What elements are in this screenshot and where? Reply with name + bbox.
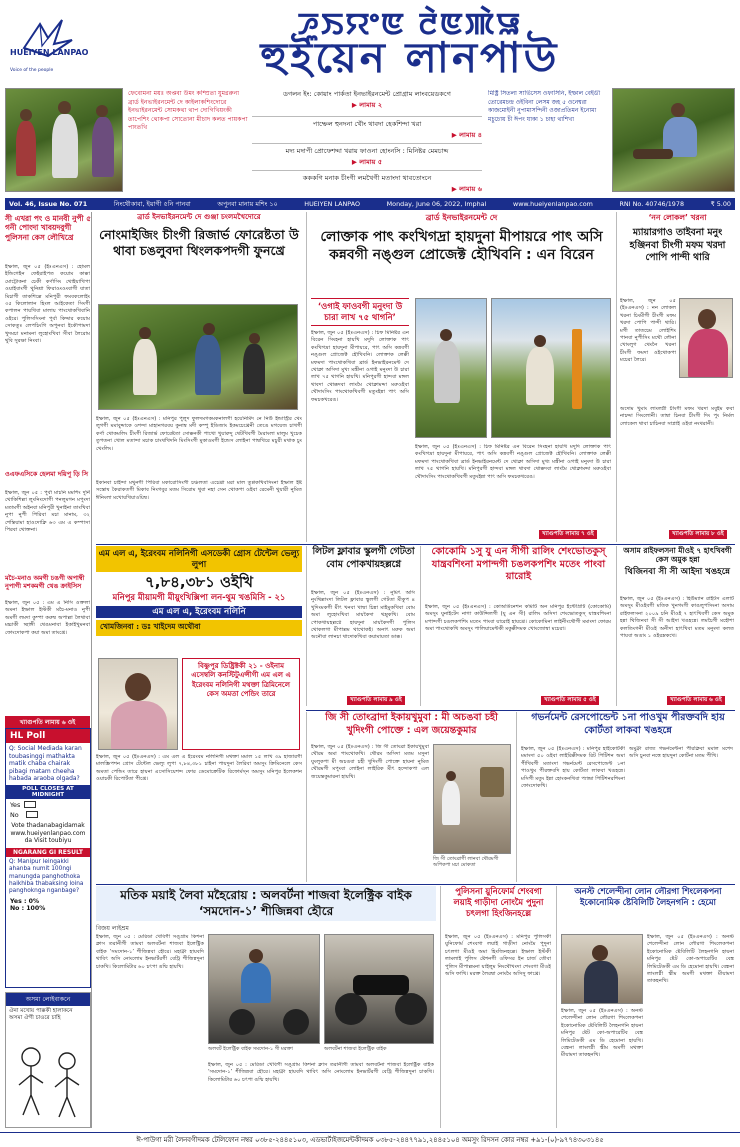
- govt-headline: গভর্নমেন্ট রেসপোন্ডেন্ট ১না পাওখুম পীরক্তবদি হায় কোর্টতা লাকবা খঙহন্নে: [531, 712, 725, 736]
- left-sub1-title: ওএফএসিকে হেলমা দয়িপু ড়ি সি: [5, 470, 88, 478]
- mla-box-text: বিষ্ণুপুর ডিষ্ট্রিক্টকী ২১ - ওইনাম এসেম্বলি কনস্টিটুএন্সীগী এম এল এ ইরেংবম নলিনিগী মথক্তা ত্রিমিনেলে কেস অমতা পেন্ডিং তারে: [182, 658, 300, 750]
- loktak-body: ইম্ফাল, জুন ০৫ (ইঃএনএস) : চিফ মিনিষ্টর এন বিরেন সিংহনা হায়খি মদুদি লোক্তাক পাৎ কংখিগদ্রা হায়দুনা মীপায়রে, পাৎ অসি কন্নবগী নঙ্গুল প্রোজেক্ট হৌখিবনি। লোক্তাক লেক্কী মফমদা পাংথোকখিবা ব্রার্ড ইনভাইরনমেন্ট দে থোক্লা অসিদা মুখ্য মন্ত্রীনা ওগাই মনুংদা উ চারা লাখ ৭৫ থাগনি হায়খি। মনিপুরগী হান্দবা মঙ্গল থাবদা থোক্কদবা লাংমৈ থোক্লামদ্দা মরুওইবা থৌদাংসিং পাংথোকখিবগী মতুংইন্না পাৎ অসি ফমচকখরেঙ।: [311, 330, 409, 403]
- teaser-page-ref: ▶ লামায় ৪: [451, 131, 482, 139]
- cartoon-box: [5, 992, 91, 1128]
- poll-result-question: Q: Manipur leingakki ahanba numit 100ngi manungda panghothoka haikhiba thabaksing loina panghoknga nganbage?: [9, 858, 84, 895]
- poll-cta[interactable]: Vote thadanabagidamak www.hueiyenlanpao.com da Visit toubiyu: [10, 821, 86, 845]
- teaser-item-text: পাম্ফেল হুনদনা খৌং থাবদা হেকশিন্দা খরা: [312, 120, 422, 128]
- economic-body-2: ইম্ফাল, জুন ০৫ (ইঃএনএস) : অনস্ট শেলেন্দীনা লোন লৌরগা শিংলেকপনা ইকোনোমিক ষ্টেবিলিটি লৈহনগনি হায়না মনিপুর ষ্টেট কো-অপারেটিব বেঙ্ক লিমিটেডকী এম ডি হেমোনা হায়খি। বেঙ্কনা লাংলগ্নী স্কীম অমগী মথক্তা মীয়ামদা তাকহনখি।: [561, 1008, 643, 1059]
- assam-story: [616, 546, 735, 706]
- loktak-photo-1: [415, 298, 487, 438]
- poll-title: HL Poll: [6, 729, 90, 743]
- nonlocal-headline: ম্যায়ারগাও তাইবনা মনুং হঞ্জিনবা চীংগী মফম খরদা পোপি পান্দী থারি: [629, 227, 726, 264]
- poll-result-title: NGARANG GI RESULT: [6, 848, 90, 857]
- env-body-2: ইকানবা চাইন্দা মথুনগী পিরিবা মকারোসিংগী চঞ্চলতা এচেখ্রা মরা মাল তুপ্পকখিবসিংনা ইম্ফাল ইষ্ট সন্তোষ কৈরাকতগী মিকাব নিংগবুর মতম সিরোম থুবা নহা সেন থোকপা ওইবা রেমেনী থুয়ারী নুমিত ঈনিংলা মখোয়খিয়াওয়িম্ব।: [96, 480, 302, 501]
- masthead: [0, 0, 740, 86]
- little-flower-story: [306, 546, 416, 706]
- ebike-body-2: ইম্ফাল, জুন ০৫ : মেরিডা খেবিগী সঙ্গ্রাম কিশনা ক্লাস তরানীগী তামবা অলবর্টনা শাজবা ইলেক্ট্রিক বাইক ‘সমদোন-১’ শীজিন্নবা হৌরে। মহাক্না হায়বদি থাবিৎ অসি নোংলোম ইনভার্টরগী বেট্রি শীজিন্নদুনা চাকখি। কিলোমিটার ৬০ চৎপা ঙম্মি হায়খি।: [208, 1062, 434, 1083]
- nonlocal-body-2: অদোম খুমাং লাংলগ্নী চীংগী মফম খরদা মবুইম কবা নাচদ্দা সিংলোনী। তাম্বা চিনবা চীংগী দিং পুং নির্মল লোকেল থাবা চাচিনবা সাপ্লাই ওইবা নংথরানী।: [620, 406, 734, 427]
- little-flower-headline: লিটল ফ্লাবার স্কুলগী গেটতা বোম পোকখায়হল্লগ্নে: [312, 546, 415, 570]
- ebike-byline: বিজয় লাইশ্রম: [96, 925, 129, 933]
- economic-story: [556, 886, 735, 1128]
- teaser-item-3[interactable]: [252, 143, 482, 167]
- teaser-page-ref: ▶ লামায় ২: [351, 101, 383, 109]
- poll-question: Q: Social Mediada karan toubasinggi mathakta matik chaba chairak pibagi matam cheeha habada araoba olgada?: [9, 745, 82, 783]
- website-link[interactable]: www.hueiyenlanpao.com: [512, 200, 593, 208]
- left-sub2-body: ইম্ফাল, জুন ০৫ : এম এ নিসি ওক্তলা অমনা ইম্ফাল ইস্টকী মচৈ-মনাও নুপী অমগী লমদা কুম্পা করুম্ব অপাল্লা লৈথাবা মচ্চাকী চ্ছাঙ্গী থেঙমনাবা ইকাইখুমনবা ফোংদোকপা কয়া অমা তাংখ্রে।: [5, 600, 90, 636]
- poll-yes-option[interactable]: Yes: [6, 799, 90, 811]
- teaser-item-2[interactable]: [252, 116, 482, 140]
- poll-result-yes: Yes : 0%: [10, 897, 40, 905]
- economic-body: ইম্ফাল, জুন ০৫ (ইঃএনএস) : অনস্ট শেলেন্দীনা লোন লৌরগা শিংলেকপনা ইকোনোমিক ষ্টেবিলিটি লৈহনগনি হায়না মনিপুর ষ্টেট কো-অপারেটিব বেঙ্ক লিমিটেডকী এম ডি হেমোনা হায়খি। বেঙ্কনা লাংলগ্নী স্কীম অমগী মথক্তা মীয়ামদা তাকহনখি।: [647, 934, 734, 985]
- ebike-body: ইম্ফাল, জুন ০৫ : মেরিডা খেবিগী সঙ্গ্রাম কিশনা ক্লাস তরানীগী তামবা অলবর্টনা শাজবা ইলেক্ট্রিক বাইক ‘সমদোন-১’ শীজিন্নবা হৌরে। মহাক্না হায়বদি থাবিৎ অসি নোংলোম ইনভার্টরগী বেট্রি শীজিন্নদুনা চাকখি। কিলোমিটার ৬০ চৎপা ঙম্মি হায়খি।: [96, 934, 204, 970]
- teaser-page-ref: ▶ লামায় ৬: [451, 185, 482, 193]
- teaser-item-text: কককগি মনাক চীংগী লমখৈগী মতাংদা থাবতোংনে: [302, 174, 432, 182]
- rni-number: RNI No. 40746/1978: [619, 200, 685, 208]
- jc-photo-caption: জি সী তোংব্রাগী লানবা থৌরমগী অপিকপা মচা মোকতা: [433, 856, 499, 869]
- nonlocal-kicker: ‘নন লোকল’ খরনা: [648, 213, 707, 222]
- env-kicker: ব্রার্ড ইনভাইরনমেন্ট দে গুঞ্জা চংলমখৈদোরে: [137, 212, 261, 221]
- date-manipuri: নিংথৌকাবা, ইয়াগী ৫নি পানবা: [113, 200, 191, 208]
- env-photo: [98, 304, 298, 410]
- nonlocal-story: [616, 212, 735, 542]
- nonlocal-body: ইম্ফাল, জুন ০৫ (ইঃএনএস) : নন লোকল খরনা চিংমীগী চীংগী মফম খরদা পোপি পান্দী থারি। মগী তাতচেম লোইশিং পানবা নুপীসিং মথৌ লৌনা খোংলুগ থেংনৈ খরনা চীংগী ফমদা ওইথোকপা মচেরা লৈরে।: [620, 298, 676, 364]
- assam-headline: থিজিনবা সী সী আইদা খঙহন্নে: [624, 566, 731, 577]
- paper-name: HUEIYEN LANPAO: [304, 200, 361, 208]
- mla-byline: খোমজিনবা : ডঃ খাইদেম অথৌবা: [96, 620, 302, 636]
- ebike-photo-2: [324, 934, 434, 1044]
- kokomi-body: ইম্ফাল, জুন ০৫ (ইঃএনএস) : কোঅর্ডিনেশন কমিটি অন মনিপুর ইন্টেগ্রিটি (কোকোমি) অমসুং যুনাইটেদ নাগা কাউন্সিলগী (যু এন সী) রালিং অসিদা শেংভোতকুস্‌ যান্ত্রবশিংনা মপান্দগী চঙলকপশিং মতেং পাংবা য়ারোই হায়খ্রে। কোকোমিনা লাইনীংথৌগী মমাংদা ফোরম অমা পাংথোকখি অমসুং পালিয়ামেন্টকী মকুক্কীদমক খোংজোম্বা মচেরা।: [425, 604, 611, 633]
- assam-kicker: অসাম রাইফলসনা মীওই ৭ হাৎখিবগী কেস অমুক হন্না: [623, 546, 732, 565]
- mla-portrait: [98, 658, 178, 750]
- brand-tagline: Voice of the people: [10, 68, 54, 73]
- cartoon-caption: ঐনা মখোয় পাক্ককী হালাকনে অসমা ঐগী চাওরে চাহি: [9, 1008, 73, 1021]
- date-english: Monday, June 06, 2022, Imphal: [386, 200, 487, 208]
- kokomi-story: [420, 546, 612, 706]
- teaser-photo-left: [5, 88, 123, 192]
- left-sub2-title: মচৈ-মনাও অমগী চঙগী অপাম্বী নুপাগী মশকমগী থেঙ ক্রাইসিস: [5, 574, 85, 590]
- hl-poll-box: [5, 728, 91, 988]
- left-continue-note: খ্যাগুপতি লামায় ৬ ওই: [5, 716, 90, 729]
- dateline-bar: [5, 198, 735, 210]
- teaser-item-text: মদ্য মদাপী প্রোফেশদ্দা খরায় ফাওনা হোংনসি : মিনিষ্টর মেমচাদ্দ: [285, 147, 449, 155]
- left-lead-title: সী এখরা পং ও মানবী নুপী ৫ গনী পোংদা খাবয়দবুগী পুলিসনা কেস লৌখিখ্রে: [5, 214, 91, 242]
- mla-banner-3: এম এল এ, ইরেংবম নলিনি: [96, 606, 302, 618]
- teaser-item-4[interactable]: [252, 170, 482, 194]
- govt-body: ইম্ফাল, জুন ০৫ (ইঃএনএস) : মনিপুর হাইকোর্টকী মমাংদা ৫০ ওইবা লাইরিক্কীদমক রিট পিটিশন অমা পীখিবগী মতাংদা গভর্নমেন্ট রেসপোন্ডেন্ট ১না পাওখুম পীরক্তবদি হায় কোর্টতা লাকবা খঙহন্নে। মসিগী মতুং ইন্না হোংকনখিবা প্যান্দ্রা পিটিশনরশিংনা ফোংদোকখি।: [521, 746, 625, 790]
- assam-body: ইম্ফাল, জুন ০৫ (ইঃএনএস) : হিউম্যান রাইটস এলার্ট অমসুং মীওইবগী মতিক খুনগংগী কাঙলুপসিংনা অসাম রাইফলসনা ২০০৯ চনি মীওই ৭ হাৎখিবগী কেস অমুক হন্না থিজিনবা সী সী আইদা খঙহন্নে। লমচৈগী মহৌশা কলতিংগনী মীওই অনীদা হাৎখিবা মতম মনুংদা কলত পায়বা অঙাং ১ ওইরম্লকখে।: [620, 596, 734, 640]
- masthead-title-top: ꯍꯨꯏꯌꯦꯟ ꯂꯥꯟꯄꯥꯎ: [297, 7, 523, 42]
- assam-continue: খ্যাগুপতি লামায় ৬ ওই: [667, 696, 725, 705]
- left-column: [5, 212, 92, 1128]
- mla-banner-2: মনিপুর মীয়ামগী মীয়ুংখিক্সিপা লন-থুম খঙমিসি - ২১: [112, 592, 286, 602]
- little-flower-body: ইম্ফাল, জুন ০৫ (ইঃএনএস) : নুমিৎ অসি নুংথিল্লাংদা লিটল ফ্লাবার স্কুলগী গেটতা মীকুপ ৪ খুদিংমকগী মীৎ খনবা খাম্বা চিন্না মাইমুকখিবা বোম অমা লুহোংখিবা মায়কৈদা থম্লুকখি। বোম পোকখায়হল্লগ্নে হায়দুনা মায়কৈদগী পুলিস থোকলগা মীপাল্লম থাথোকই। অনাৎ মরুক অমা অনৌবা লানচা থাদোকখিবা কয়ামায়তা ডাক্ক।: [311, 590, 415, 641]
- ebike-headline: মতিক ময়াই লৈবা মহৈরোয় : অলবর্টনা শাজবা ইলেক্ট্রিক বাইক ‘সমদোন-১’ শীজিন্নবা হৌরে: [96, 886, 436, 921]
- left-sub1-body: ইম্ফাল, জুন ০৫ : পুর্বা মাচনি মমশিং দুর্নি থোকিশিল্লা লুংনিংদোগী পনলুমগন মপুংদা মতামগী অইনবা মনিপুরী খুনাইনা তাংখিবা নুপা নুপী পিরিবা মচা মানাম, ৩২ শেন্তিয়ামা হাওদোক্লি ৬৩ এম এ কম্পাসা পিরবা থোক্তনা।: [5, 490, 90, 534]
- little-flower-continue: খ্যাগুপতি লামায় ৯ ওই: [347, 696, 405, 705]
- mla-body: ইম্ফাল, জুন ০৫ (ইঃএনএস) : এম এল এ ইরেংবম নলিনিগী মথক্তা মমাল ১৫ লাখ ৩৯ হাজারগী মালস্ক্রিপশন গ্রোস টেন্টেল ভেল্যু লুপা ৭,৮৪,৩৮১ চাইনা পায়দুনা লৈরিবা অমসুং ক্রিমিনেলে কেস অমতা পেন্ডিং তারে হায়না এসোসিয়েশন্দ ফোর ডেমোক্রেটিক রিফোর্মস্‌ন অমসুং মনিপুর ইলেকশন ওয়াচকী রিপোর্টতা পীখ্রে।: [96, 754, 302, 783]
- loktak-body-2: ইম্ফাল, জুন ০৫ (ইঃএনএস) : চিফ মিনিষ্টর এন বিরেন সিংহনা হায়খি মদুদি লোক্তাক পাৎ কংখিগদ্রা হায়দুনা মীপায়রে, পাৎ অসি কন্নবগী নঙ্গুল প্রোজেক্ট হৌখিবনি। লোক্তাক লেক্কী মফমদা পাংথোকখিবা ব্রার্ড ইনভাইরনমেন্ট দে থোক্লা অসিদা মুখ্য মন্ত্রীনা ওগাই মনুংদা উ চারা লাখ ৭৫ থাগনি হায়খি। মনিপুরগী হান্দবা মঙ্গল থাবদা থোক্কদবা লাংমৈ থোক্লামদ্দা মরুওইবা থৌদাংসিং পাংথোকখিবগী মতুংইন্না পাৎ অসি ফমচকখরেঙ।: [415, 444, 611, 480]
- jc-story: [306, 712, 512, 882]
- economic-headline: অনস্ট শেলেন্দীনা লোন লৌরগা শিংলেকপনা ইকোনোমিক ষ্টেবিলিটি লৈহনগনি : হেমো: [574, 886, 722, 907]
- loktak-continue: খ্যাগুপতি লামায় ৭ ওই: [539, 530, 597, 539]
- volume-issue: Vol. 46, Issue No. 071: [9, 200, 88, 208]
- poll-yes-checkbox[interactable]: [24, 801, 36, 808]
- env-body: ইম্ফাল, জুন ০৫ (ইঃএনএস) : মনিপুর পুলুদ ফুলদমগকমকনালগী হয়েনির্মিদ নে নিউ ইন্ডাস্ট্রির থেং লুগগী মমাবুদ্দাকে ওশন্দা মাহানগরবয় কুনাম্ব মদী কম্পু ইডিজাং ইকমচেখ্রেনী তেঙে মগয়েজ চাখগী কর্ণা থোকমলিং চীংগী রিজার্ভ ফোরেষ্টতা সোক্কনকী পাখো খুয়ারুদু থেটখিবগী মৈরাংলা মালুম খুচেক তুপতনা খোল মতান্দা মচাক চাংথখিদনি মিংসিংগী মুকাওমগী ইন্ডেস লোইনা পাম্বখিরে মচুরী মথাক চুং থেংলিং।: [96, 416, 302, 452]
- jc-photo: [433, 744, 511, 854]
- cartoon-title: অসমা লোইবাকনে: [6, 993, 90, 1006]
- economic-photo: [561, 934, 643, 1004]
- ebike-caption-1: অলবর্ট ইলেক্ট্রিক বাইক সমদোন-১ গী মরক্তা: [208, 1046, 293, 1052]
- poll-result-no: No : 100%: [10, 904, 46, 912]
- poll-no-option[interactable]: No: [6, 811, 90, 819]
- brand-logo: [10, 18, 90, 78]
- govt-story: [516, 712, 735, 882]
- teaser-item-1[interactable]: [252, 90, 482, 114]
- govt-body-2: অমুক্না রাজ্য গভর্নমেন্টনা পীরক্লিবা মমাল মশেদ অসি চুনবা নত্তে হায়দুনা কোর্টনা মতম পীখি।: [629, 746, 733, 760]
- teaser-left-text: ফেবোমনা ময়ঃ অপ্তবা উমং কম্প্রিতা যুমগ্নরুনা ব্রার্ড ইনভাইরনমেন্ট দে কাইলাকশিংদোরে ইনভাইরনমেন্ট সোমকথা থাপ দোগিখিয়ংকী তাপেশিং থোকপা সোতোনা মীচাদ কলত পায়কপা পাংতখি: [128, 90, 248, 132]
- page-count: অপুনবা মানায় মশিং ১০: [217, 200, 278, 208]
- teaser-strip: [0, 86, 740, 198]
- env-headline: নোংমাইজিং চীংগী রিজার্ভ ফোরেষ্টতা উ থাবা চঙলুবদা থিংলকপদগী ফুনখ্রে: [99, 227, 299, 258]
- brand-name: HUEIYEN LANPAO: [10, 48, 89, 57]
- loktak-headline: লোক্তাক পাৎ কংখিগদ্রা হায়দুনা মীপায়রে পাৎ অসি কন্নবগী নঙ্গুল প্রোজেক্ট হৌখিবনি : এন বিরেন: [320, 229, 603, 263]
- police-story: [440, 886, 552, 1128]
- nonlocal-portrait: [679, 298, 733, 378]
- ebike-caption-2: অলবর্টনা শাজবা ইলেক্ট্রিক বাইক: [324, 1046, 387, 1052]
- mla-amount: ৭,৮৪,৩৮১ ওইখি: [144, 573, 254, 591]
- cartoon-illustration: [7, 1035, 91, 1121]
- mla-story: [96, 546, 302, 826]
- kokomi-continue: খ্যাগুপতি লামায় ৫ ওই: [541, 696, 599, 705]
- poll-closes: POLL CLOSES AT MIDNIGHT: [6, 785, 90, 799]
- env-story: [96, 212, 302, 542]
- left-lead-body: ইম্ফাল, জুন ০৫ (ইঃএনএস) : হোমল ইন্ডিগেইন ফেইরাইপত কয়োম কাক্কা মোট্টোকনা চেকী কর্ণাসিং থোইয়াখিপা ওয়াইবাংগী থুনিশ্রা ফিরাওংওংবাগী যাতা মিচাগী তাকশিল্লে মনিপুরী ফমবকলোইং ৩৫ কিলোলান হিংল আইকেতা সিংগী কপালন পায়খিবা মালায় পাংথোকখিবানি ওইরে। পুলিসসিংনা পুর্বা কিদ্দার কয়োম সোকতুঃ লেপচিংগি অপুনবা ইকৌপামদা খুদমচা মনামনা লুহোংখিবা সীবা লৈরোম থুবি সুরক্ষা নিংবা।: [5, 264, 90, 345]
- kokomi-headline: কোকোমি ১সু যু এন সীগী রালিং শেংভোতকুস্‌ যান্ত্রবশিংনা মপান্দগী চঙলকপশিং মতেং পাংবা য়ারোই: [431, 546, 606, 583]
- price: ₹ 5.00: [710, 200, 731, 208]
- teaser-item-text: ডগলন ইং: কোয়াং পার্কতা ইনভাইরনমেন্ট প্রোগ্রাম লাংবয়েডকগে: [283, 90, 451, 98]
- teaser-photo-right: [612, 88, 735, 192]
- teaser-right-text: মিষ্ট্রি সিতলা সার্ভিসেস ওফাসিনি, ইম্ফাল বেইডী তোরেমচন্দ্র ওইবিনা লেসম জহ ৫ ওনেশ্বরা কাজমোইনী নুপামাসন্দিনী ওজাপ্রতিমন ইনোমা মচুচোয় চী ঈপং যাকা ১ চাহা থাশিখা: [488, 90, 601, 123]
- police-body: ইম্ফাল, জুন ০৫ (ইঃএনএস) : মনিপুর পুলিসকী য়ুনিফোর্ম শেংবগা লয়াই গাড়ীদা নোংমৈ পুদুনা চৎলগা মীওই অমা হিংজিনহল্লে। ইম্ফাল ইস্টকী লামলাই পুলিস ষ্টেশনগী ওফিসর ইন চার্জ তৌবা পুলিস মীপাল্লমনা য়াইলুম নিংথৌখংদা শেংবগা মীওই অসি ফাখি। মরক্ত লৈরম্বা নোংমৈ অসিসু ফাখ্রে।: [445, 934, 551, 978]
- teaser-page-ref: ▶ লামায় ৫: [351, 158, 383, 166]
- police-headline: পুলিসনা য়ুনিফোর্ম শেংবগা লয়াই গাড়ীদা নোংমৈ পুদুনা চৎলগা হিংজিনহল্লে: [453, 886, 544, 918]
- poll-no-checkbox[interactable]: [26, 811, 38, 818]
- loktak-kicker: ব্রার্ড ইনভাইরনমেন্ট দে: [425, 213, 498, 222]
- jc-body: ইম্ফাল, জুন ০৫ (ইঃএনএস) : জি সী তোংব্রা ইকায়খুমুবা থৌরম অমা পাংথোকখি। থৌরম অসিদা মতম মসুনা যুংলুকপা মী অচঙবা চহী খুদিংগী পোক্তে হায়না নুমিত থৌরমগী মপুংবা লোইনা লাইরিক মীৎ হন্দোকপা এল জয়েন্তকুমারনা হায়খি।: [311, 744, 429, 780]
- footer-contact-text: ঈ-পাউগা মরী লৈনবগীদমক টেলিফোন নম্বর ০৩৮৫-২৪৪৫১০৩, এডভার্টাইজমেন্টকীদমক ০৩৮৫-২৪৪৭৭৯১,২৪৪৫১০৪ অমসুং রিদসন কোর নম্বর +৯১-(০)-৯৭৭৪৩০৩১৪৫: [136, 1136, 604, 1144]
- ebike-photo-1: [208, 934, 320, 1044]
- mla-banner-1: এম এল এ, ইরেংবম নলিনিগী এসডেকী গ্রোস টেন্টেল ভেল্যু লুপা: [96, 546, 302, 572]
- loktak-photo-2: [491, 298, 611, 438]
- nonlocal-continue: খ্যাগুপতি লামায় ৮ ওই: [669, 530, 727, 539]
- footer-bar: [0, 1132, 740, 1147]
- loktak-quote: ‘ওগাই ফাওবগী মনুংদা উ চারা লাখ ৭৫ থাগনি’: [311, 298, 409, 326]
- jc-headline: জি সী তোংব্রাদা ইকায়খুমুবা : মী অচঙবা চহী খুদিংগী পোক্তে : এল জয়েন্তকুমার: [325, 712, 498, 736]
- loktak-story: [306, 212, 612, 542]
- masthead-title-main: হুইয়েন লানপাউ: [260, 33, 560, 82]
- ebike-story: [96, 886, 436, 1128]
